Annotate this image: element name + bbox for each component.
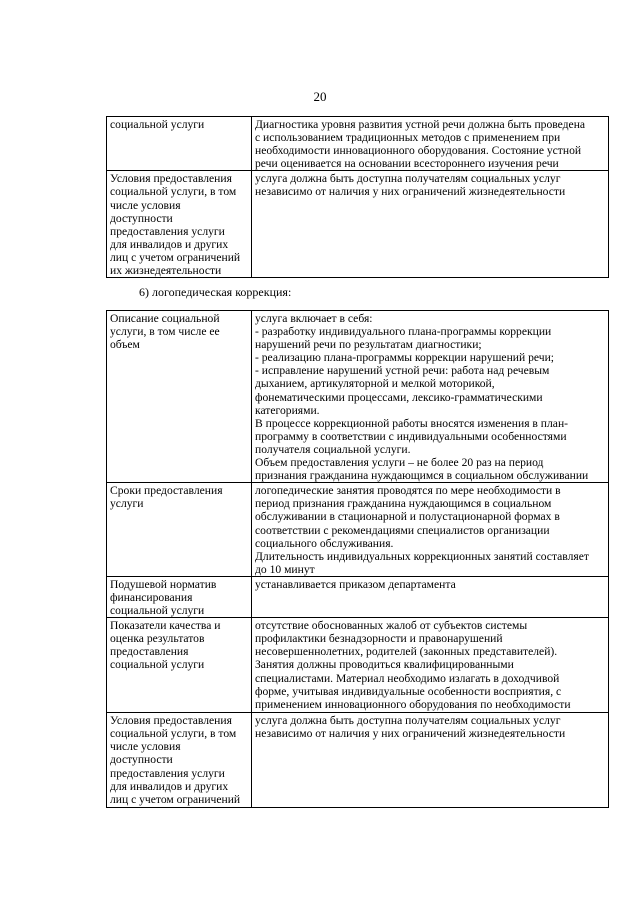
label-line: числе условия <box>110 198 181 212</box>
table-row <box>107 713 609 808</box>
table-row <box>107 117 609 171</box>
label-line: услуги <box>110 497 144 511</box>
value-line: - исправление нарушений устной речи: работа над речевым <box>255 364 550 378</box>
label-line: финансирования <box>110 590 193 604</box>
value-line: - реализацию плана-программы коррекции нарушений речи; <box>255 351 554 365</box>
value-line: обслуживании в стационарной и полустационарной формах в <box>255 510 560 524</box>
row-value <box>252 713 609 808</box>
label-line: оценка результатов <box>110 632 205 646</box>
value-paragraph <box>255 312 605 417</box>
table-row <box>107 618 609 713</box>
row-label <box>107 171 252 278</box>
label-line: Подушевой норматив <box>110 577 217 591</box>
label-line: их жизнедеятельности <box>110 264 222 278</box>
label-line: социальной услуги, в том <box>110 727 237 741</box>
row-value <box>252 483 609 577</box>
value-line: дыханием, артикуляторной и мелкой моторикой, <box>255 377 495 391</box>
value-paragraph <box>255 456 605 482</box>
label-line: для инвалидов и других <box>110 779 229 793</box>
value-line: несовершеннолетних, родителей (законных представителей). <box>255 645 558 659</box>
value-line: логопедические занятия проводятся по мере необходимости в <box>255 484 561 498</box>
value-paragraph <box>255 658 605 710</box>
value-line: социального обслуживания. <box>255 536 394 550</box>
value-line: нарушений речи по результатам диагностики; <box>255 338 482 352</box>
value-line: соответствии с рекомендациями специалистов организации <box>255 523 550 537</box>
value-line: В процессе коррекционной работы вносятся изменения в план- <box>255 416 569 430</box>
value-paragraph <box>255 550 605 576</box>
label-line: лиц с учетом ограничений <box>110 792 241 806</box>
value-line: услуга должна быть доступна получателям социальных услуг <box>255 172 561 186</box>
label-line: социальной услуги <box>110 658 205 672</box>
label-line: доступности <box>110 211 173 225</box>
row-label <box>107 618 252 713</box>
value-line: Длительность индивидуальных коррекционных занятий составляет <box>255 549 589 563</box>
value-line: профилактики безнадзорности и правонарушений <box>255 632 503 646</box>
value-line: с использованием традиционных методов с применением при <box>255 131 561 145</box>
row-value <box>252 311 609 483</box>
value-line: - разработку индивидуального плана-программы коррекции <box>255 325 552 339</box>
value-paragraph <box>255 619 605 658</box>
row-label <box>107 576 252 617</box>
row-value <box>252 117 609 171</box>
label-line: Условия предоставления <box>110 172 232 186</box>
value-line: категориями. <box>255 403 320 417</box>
label-line: Сроки предоставления <box>110 484 223 498</box>
value-line: независимо от наличия у них ограничений жизнедеятельности <box>255 727 566 741</box>
value-line: Диагностика уровня развития устной речи должна быть проведена <box>255 118 586 131</box>
row-label <box>107 117 252 171</box>
value-line: форме, учитывая индивидуальные особенности восприятия, с <box>255 684 562 698</box>
value-line: Объем предоставления услуги – не более 20 раз на период <box>255 456 544 470</box>
value-line: необходимости инновационного оборудования. Состояние устной <box>255 144 582 158</box>
label-line: услуги, в том числе ее <box>110 325 220 339</box>
label-line: Описание социальной <box>110 312 220 325</box>
value-paragraph <box>255 172 605 198</box>
label-line: Показатели качества и <box>110 619 221 633</box>
table-row <box>107 311 609 483</box>
value-line: отсутствие обоснованных жалоб от субъектов системы <box>255 619 528 633</box>
row-label <box>107 311 252 483</box>
value-line: Занятия должны проводиться квалифицированными <box>255 658 514 672</box>
table-row <box>107 576 609 617</box>
label-line: числе условия <box>110 740 181 754</box>
value-line: независимо от наличия у них ограничений жизнедеятельности <box>255 185 566 199</box>
value-paragraph <box>255 484 605 549</box>
speech-correction-table <box>106 310 609 808</box>
value-line: период признания гражданина нуждающимся в социальном <box>255 497 552 511</box>
label-line: предоставления услуги <box>110 224 225 238</box>
value-line: специалистами. Материал необходимо излагать в доходчивой <box>255 671 560 685</box>
value-line: до 10 минут <box>255 562 315 576</box>
label-line: предоставления <box>110 645 189 659</box>
value-line: речи оценивается на основании всестороннего изучения речи <box>255 157 559 171</box>
value-line: признания гражданина нуждающимся в социальном обслуживании <box>255 469 589 483</box>
label-line: Условия предоставления <box>110 714 232 728</box>
table-row <box>107 171 609 278</box>
label-line: предоставления услуги <box>110 766 225 780</box>
label-line: объем <box>110 338 140 352</box>
value-line: применением инновационного оборудования по необходимости <box>255 697 571 711</box>
label-line: социальной услуги, в том <box>110 185 237 199</box>
row-label <box>107 713 252 808</box>
page-number: 20 <box>313 89 327 104</box>
value-line: получателя социальной услуги. <box>255 442 411 456</box>
value-paragraph <box>255 118 605 170</box>
value-paragraph <box>255 578 605 591</box>
label-line: доступности <box>110 753 173 767</box>
value-line: фонематическими процессами, лексико-грамматическими <box>255 390 543 404</box>
value-line: услуга должна быть доступна получателям социальных услуг <box>255 714 561 728</box>
row-value <box>252 618 609 713</box>
section-caption: 6) логопедическая коррекция: <box>139 285 292 299</box>
value-line: устанавливается приказом департамента <box>255 577 456 591</box>
value-line: услуга включает в себя: <box>255 312 373 325</box>
label-line: социальной услуги <box>110 604 205 618</box>
label-line: социальной услуги <box>110 118 205 131</box>
row-value <box>252 171 609 278</box>
row-label <box>107 483 252 577</box>
value-line: программу в соответствии с индивидуальными особенностями <box>255 429 567 443</box>
table-row <box>107 483 609 577</box>
label-line: лиц с учетом ограничений <box>110 250 241 264</box>
label-line: для инвалидов и других <box>110 237 229 251</box>
row-value <box>252 576 609 617</box>
value-paragraph <box>255 417 605 456</box>
value-paragraph <box>255 714 605 740</box>
service-table-continued <box>106 116 609 278</box>
